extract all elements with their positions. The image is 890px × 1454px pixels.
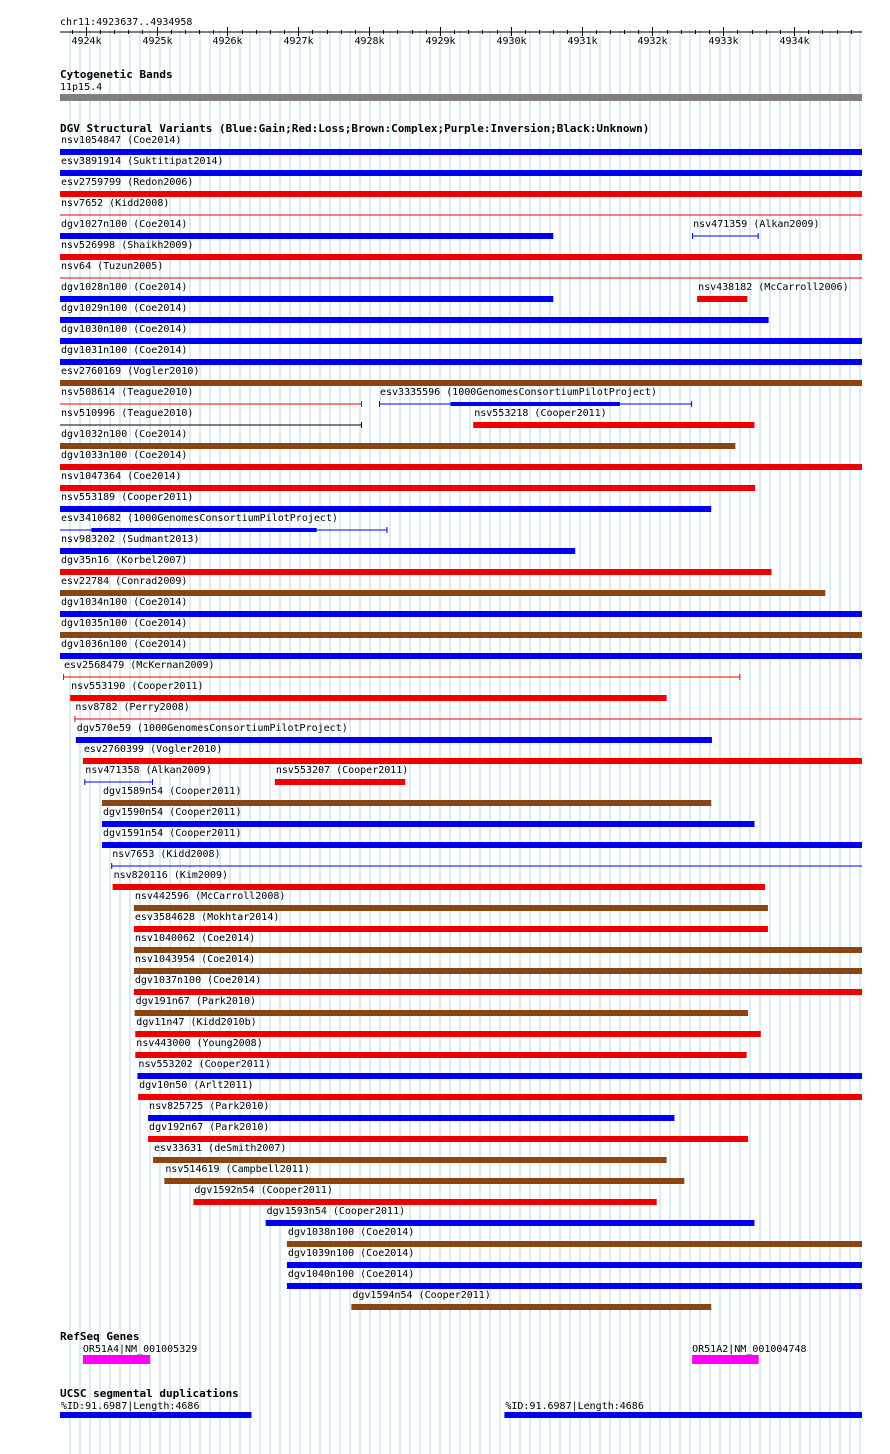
ruler-tick-label: 4931k <box>567 36 598 47</box>
dgv-feature-label: esv2760169 (Vogler2010) <box>61 366 200 377</box>
dgv-feature[interactable] <box>135 1038 746 1058</box>
dgv-feature-bar[interactable] <box>135 1052 746 1058</box>
dgv-feature-bar[interactable] <box>76 737 712 743</box>
dgv-feature[interactable] <box>60 219 553 239</box>
dgv-feature-label: nsv553207 (Cooper2011) <box>275 765 409 776</box>
dgv-feature[interactable] <box>351 1290 711 1310</box>
dgv-feature-label: dgv1591n54 (Cooper2011) <box>103 828 242 839</box>
ruler-tick-label: 4933k <box>708 36 739 47</box>
dgv-feature-bar[interactable] <box>60 506 711 512</box>
dgv-feature-bar[interactable] <box>60 485 755 491</box>
dgv-feature-bar[interactable] <box>102 821 754 827</box>
dgv-feature-label: dgv1028n100 (Coe2014) <box>61 282 188 293</box>
dgv-feature-label: esv3410682 (1000GenomesConsortiumPilotProject) <box>61 513 338 524</box>
segdup-feature[interactable] <box>504 1401 862 1418</box>
dgv-feature-label: dgv1027n100 (Coe2014) <box>61 219 188 230</box>
dgv-feature-label: nsv508614 (Teague2010) <box>61 387 194 398</box>
dgv-feature-label: dgv1592n54 (Cooper2011) <box>194 1185 333 1196</box>
dgv-feature[interactable] <box>60 534 575 554</box>
dgv-feature-label: dgv570e59 (1000GenomesConsortiumPilotProject) <box>76 723 348 734</box>
cytoband-bar[interactable] <box>60 94 862 101</box>
dgv-feature-label: nsv553202 (Cooper2011) <box>138 1059 271 1070</box>
dgv-feature-bar[interactable] <box>60 548 575 554</box>
dgv-feature[interactable] <box>60 135 862 155</box>
dgv-feature-label: nsv1043954 (Coe2014) <box>134 954 256 965</box>
dgv-feature[interactable] <box>134 933 862 953</box>
dgv-feature-label: nsv471359 (Alkan2009) <box>693 219 820 230</box>
dgv-feature-core[interactable] <box>451 402 620 406</box>
dgv-feature-bar[interactable] <box>60 653 862 659</box>
dgv-feature[interactable] <box>111 849 862 869</box>
dgv-feature[interactable] <box>102 807 754 827</box>
segdup-feature[interactable] <box>60 1401 251 1418</box>
dgv-feature-label: nsv983202 (Sudmant2013) <box>61 534 200 545</box>
dgv-feature-label: nsv8782 (Perry2008) <box>75 702 190 713</box>
dgv-feature-label: dgv1034n100 (Coe2014) <box>61 597 188 608</box>
dgv-feature-label: nsv510996 (Teague2010) <box>61 408 194 419</box>
dgv-feature[interactable] <box>60 366 862 386</box>
dgv-feature[interactable] <box>164 1164 684 1184</box>
refseq-track-title: RefSeq Genes <box>60 1330 140 1343</box>
dgv-feature-label: nsv514619 (Campbell2011) <box>165 1164 310 1175</box>
ruler-tick-label: 4930k <box>496 36 527 47</box>
dgv-feature-bar[interactable] <box>83 758 862 764</box>
dgv-feature-bar[interactable] <box>60 443 735 449</box>
dgv-feature-bar[interactable] <box>134 947 862 953</box>
dgv-feature-label: nsv442596 (McCarroll2008) <box>134 891 286 902</box>
dgv-feature[interactable] <box>60 408 362 428</box>
dgv-feature-bar[interactable] <box>60 359 862 365</box>
dgv-feature[interactable] <box>60 471 755 491</box>
dgv-feature-label: esv33631 (deSmith2007) <box>154 1143 287 1154</box>
dgv-feature-bar[interactable] <box>134 905 768 911</box>
dgv-feature[interactable] <box>60 639 862 659</box>
ruler-tick-label: 4932k <box>637 36 668 47</box>
dgv-feature-bar[interactable] <box>60 338 862 344</box>
dgv-feature[interactable] <box>60 177 862 197</box>
dgv-feature-label: dgv11n47 (Kidd2010b) <box>136 1017 257 1028</box>
segdup-feature-label: %ID:91.6987|Length:4686 <box>61 1401 200 1412</box>
dgv-feature[interactable] <box>60 513 388 533</box>
dgv-feature-bar[interactable] <box>287 1262 862 1268</box>
dgv-feature-label: nsv825725 (Park2010) <box>149 1101 270 1112</box>
dgv-feature[interactable] <box>135 996 748 1016</box>
dgv-feature-bar[interactable] <box>60 569 771 575</box>
dgv-feature[interactable] <box>60 618 862 638</box>
dgv-feature[interactable] <box>83 744 862 764</box>
dgv-feature-bar[interactable] <box>60 254 862 260</box>
dgv-feature-label: nsv1054847 (Coe2014) <box>61 135 182 146</box>
dgv-feature[interactable] <box>60 345 862 365</box>
dgv-feature-bar[interactable] <box>287 1283 862 1289</box>
ruler-tick-label: 4925k <box>142 36 173 47</box>
dgv-feature-label: dgv1029n100 (Coe2014) <box>61 303 188 314</box>
dgv-feature-bar[interactable] <box>60 632 862 638</box>
dgv-feature-label: esv2759799 (Redon2006) <box>61 177 194 188</box>
dgv-feature-bar[interactable] <box>164 1178 684 1184</box>
dgv-feature-bar[interactable] <box>351 1304 711 1310</box>
dgv-feature-bar[interactable] <box>138 1094 862 1100</box>
dgv-feature-bar[interactable] <box>193 1199 656 1205</box>
dgv-feature-bar[interactable] <box>153 1157 667 1163</box>
dgv-feature[interactable] <box>60 387 362 407</box>
segdup-feature-label: %ID:91.6987|Length:4686 <box>505 1401 644 1412</box>
dgv-feature-bar[interactable] <box>60 611 862 617</box>
dgv-feature-bar[interactable] <box>134 926 768 932</box>
dgv-feature-label: esv2568479 (McKernan2009) <box>64 660 215 671</box>
dgv-feature-bar[interactable] <box>102 800 711 806</box>
dgv-feature-bar[interactable] <box>287 1241 862 1247</box>
dgv-feature-label: nsv471358 (Alkan2009) <box>85 765 212 776</box>
dgv-feature-label: nsv526998 (Shaikh2009) <box>61 240 194 251</box>
dgv-feature[interactable] <box>60 597 862 617</box>
dgv-feature-label: dgv1032n100 (Coe2014) <box>61 429 188 440</box>
dgv-feature[interactable] <box>60 324 862 344</box>
dgv-feature[interactable] <box>74 702 862 722</box>
dgv-feature-label: nsv553189 (Cooper2011) <box>61 492 194 503</box>
dgv-feature-bar[interactable] <box>134 968 862 974</box>
dgv-feature-bar[interactable] <box>135 1010 748 1016</box>
dgv-feature-label: nsv7652 (Kidd2008) <box>61 198 170 209</box>
dgv-feature-label: dgv1593n54 (Cooper2011) <box>266 1206 406 1217</box>
dgv-feature-label: dgv1039n100 (Coe2014) <box>287 1248 415 1259</box>
dgv-feature-bar[interactable] <box>60 317 769 323</box>
dgv-feature[interactable] <box>379 387 692 407</box>
dgv-feature-bar[interactable] <box>60 170 862 176</box>
dgv-feature[interactable] <box>193 1185 656 1205</box>
dgv-feature-label: nsv438182 (McCarroll2006) <box>698 282 849 293</box>
dgv-feature-label: nsv553218 (Cooper2011) <box>474 408 607 419</box>
dgv-feature-label: dgv1035n100 (Coe2014) <box>61 618 188 629</box>
dgv-feature[interactable] <box>76 723 712 743</box>
dgv-feature-label: dgv192n67 (Park2010) <box>149 1122 270 1133</box>
dgv-feature-label: dgv1033n100 (Coe2014) <box>61 450 188 461</box>
cytoband-track-title: Cytogenetic Bands <box>60 68 173 81</box>
dgv-feature[interactable] <box>287 1248 862 1268</box>
dgv-feature-label: dgv10n50 (Arlt2011) <box>139 1080 254 1091</box>
dgv-feature[interactable] <box>60 282 553 302</box>
dgv-feature[interactable] <box>60 240 862 260</box>
refseq-track <box>83 1344 807 1364</box>
ruler-tick-label: 4926k <box>212 36 243 47</box>
cytoband-label: 11p15.4 <box>60 82 103 93</box>
dgv-feature-label: dgv1589n54 (Cooper2011) <box>103 786 242 797</box>
dgv-feature-core[interactable] <box>91 528 316 532</box>
dgv-feature[interactable] <box>60 492 711 512</box>
dgv-feature[interactable] <box>102 828 862 848</box>
dgv-feature-bar[interactable] <box>697 296 747 302</box>
dgv-feature-label: dgv35n16 (Korbel2007) <box>61 555 188 566</box>
dgv-feature-label: nsv553190 (Cooper2011) <box>71 681 204 692</box>
dgv-feature-label: nsv1040062 (Coe2014) <box>134 933 256 944</box>
dgv-feature[interactable] <box>63 660 740 680</box>
dgv-feature-label: esv3335596 (1000GenomesConsortiumPilotProject) <box>380 387 657 398</box>
refseq-gene-label: OR51A2|NM_001004748 <box>692 1344 807 1355</box>
dgv-feature-bar[interactable] <box>113 884 765 890</box>
dgv-feature-bar[interactable] <box>148 1115 674 1121</box>
dgv-feature[interactable] <box>134 954 862 974</box>
dgv-feature[interactable] <box>148 1122 748 1142</box>
dgv-feature-bar[interactable] <box>137 1073 862 1079</box>
dgv-feature-label: dgv1040n100 (Coe2014) <box>287 1269 415 1280</box>
dgv-feature-label: dgv1031n100 (Coe2014) <box>61 345 188 356</box>
dgv-feature-bar[interactable] <box>148 1136 748 1142</box>
dgv-feature[interactable] <box>134 975 862 995</box>
dgv-feature-label: esv3891914 (Suktitipat2014) <box>61 156 224 167</box>
dgv-feature-label: nsv1047364 (Coe2014) <box>61 471 182 482</box>
dgv-feature-bar[interactable] <box>102 842 862 848</box>
dgv-feature-label: dgv1037n100 (Coe2014) <box>134 975 262 986</box>
dgv-feature-bar[interactable] <box>266 1220 755 1226</box>
dgv-track-title: DGV Structural Variants (Blue:Gain;Red:Loss;Brown:Complex;Purple:Inversion;Black:Unknown) <box>60 122 650 135</box>
dgv-feature[interactable] <box>60 429 735 449</box>
dgv-feature-bar[interactable] <box>60 296 553 302</box>
dgv-feature-bar[interactable] <box>134 989 862 995</box>
dgv-feature-label: esv2760399 (Vogler2010) <box>83 744 223 755</box>
dgv-feature[interactable] <box>70 681 666 701</box>
coordinate-label: chr11:4923637..4934958 <box>60 17 193 28</box>
dgv-feature-bar[interactable] <box>60 233 553 239</box>
refseq-gene[interactable] <box>692 1344 806 1364</box>
dgv-feature-label: nsv64 (Tuzun2005) <box>61 261 164 272</box>
dgv-feature-bar[interactable] <box>60 380 862 386</box>
dgv-feature-bar[interactable] <box>60 590 825 596</box>
dgv-feature-bar[interactable] <box>60 149 862 155</box>
ruler-tick-label: 4924k <box>71 36 102 47</box>
dgv-feature[interactable] <box>134 912 768 932</box>
segdup-feature-bar[interactable] <box>60 1412 251 1418</box>
dgv-feature-bar[interactable] <box>275 779 405 785</box>
dgv-feature[interactable] <box>60 450 862 470</box>
segdup-feature-bar[interactable] <box>504 1412 862 1418</box>
dgv-feature-bar[interactable] <box>70 695 666 701</box>
dgv-feature-bar[interactable] <box>135 1031 761 1037</box>
dgv-feature[interactable] <box>60 555 771 575</box>
ruler-tick-label: 4928k <box>354 36 385 47</box>
dgv-feature[interactable] <box>60 303 769 323</box>
dgv-feature-label: nsv820116 (Kim2009) <box>113 870 229 881</box>
dgv-feature[interactable] <box>287 1269 862 1289</box>
ruler-tick-label: 4929k <box>425 36 456 47</box>
dgv-feature[interactable] <box>60 576 825 596</box>
segdup-track-title: UCSC segmental duplications <box>60 1387 239 1400</box>
dgv-feature-label: nsv7653 (Kidd2008) <box>112 849 221 860</box>
dgv-feature-label: dgv1030n100 (Coe2014) <box>61 324 188 335</box>
dgv-feature-bar[interactable] <box>60 464 862 470</box>
dgv-feature[interactable] <box>287 1227 862 1247</box>
dgv-feature-label: esv3584628 (Mokhtar2014) <box>134 912 280 923</box>
refseq-gene-bar[interactable] <box>692 1355 759 1364</box>
dgv-feature-label: dgv1036n100 (Coe2014) <box>61 639 188 650</box>
refseq-gene-bar[interactable] <box>83 1355 150 1364</box>
dgv-feature-label: nsv443000 (Young2008) <box>136 1038 263 1049</box>
dgv-feature[interactable] <box>473 408 754 428</box>
refseq-gene-label: OR51A4|NM_001005329 <box>82 1344 198 1355</box>
dgv-feature[interactable] <box>113 870 765 890</box>
dgv-feature-label: dgv1038n100 (Coe2014) <box>287 1227 415 1238</box>
dgv-feature[interactable] <box>148 1101 674 1121</box>
dgv-feature-label: dgv191n67 (Park2010) <box>135 996 257 1007</box>
dgv-feature-label: dgv1590n54 (Cooper2011) <box>103 807 242 818</box>
dgv-feature-label: dgv1594n54 (Cooper2011) <box>352 1290 491 1301</box>
dgv-feature[interactable] <box>135 1017 761 1037</box>
ruler-tick-label: 4934k <box>779 36 810 47</box>
dgv-feature-bar[interactable] <box>60 191 862 197</box>
ruler-tick-label: 4927k <box>283 36 314 47</box>
dgv-feature[interactable] <box>60 156 862 176</box>
dgv-feature[interactable] <box>84 765 211 785</box>
segdup-track <box>60 1401 862 1418</box>
dgv-feature[interactable] <box>697 282 849 302</box>
dgv-feature-bar[interactable] <box>473 422 754 428</box>
dgv-feature[interactable] <box>275 765 408 785</box>
dgv-feature-label: esv22784 (Conrad2009) <box>61 576 188 587</box>
dgv-feature[interactable] <box>134 891 768 911</box>
